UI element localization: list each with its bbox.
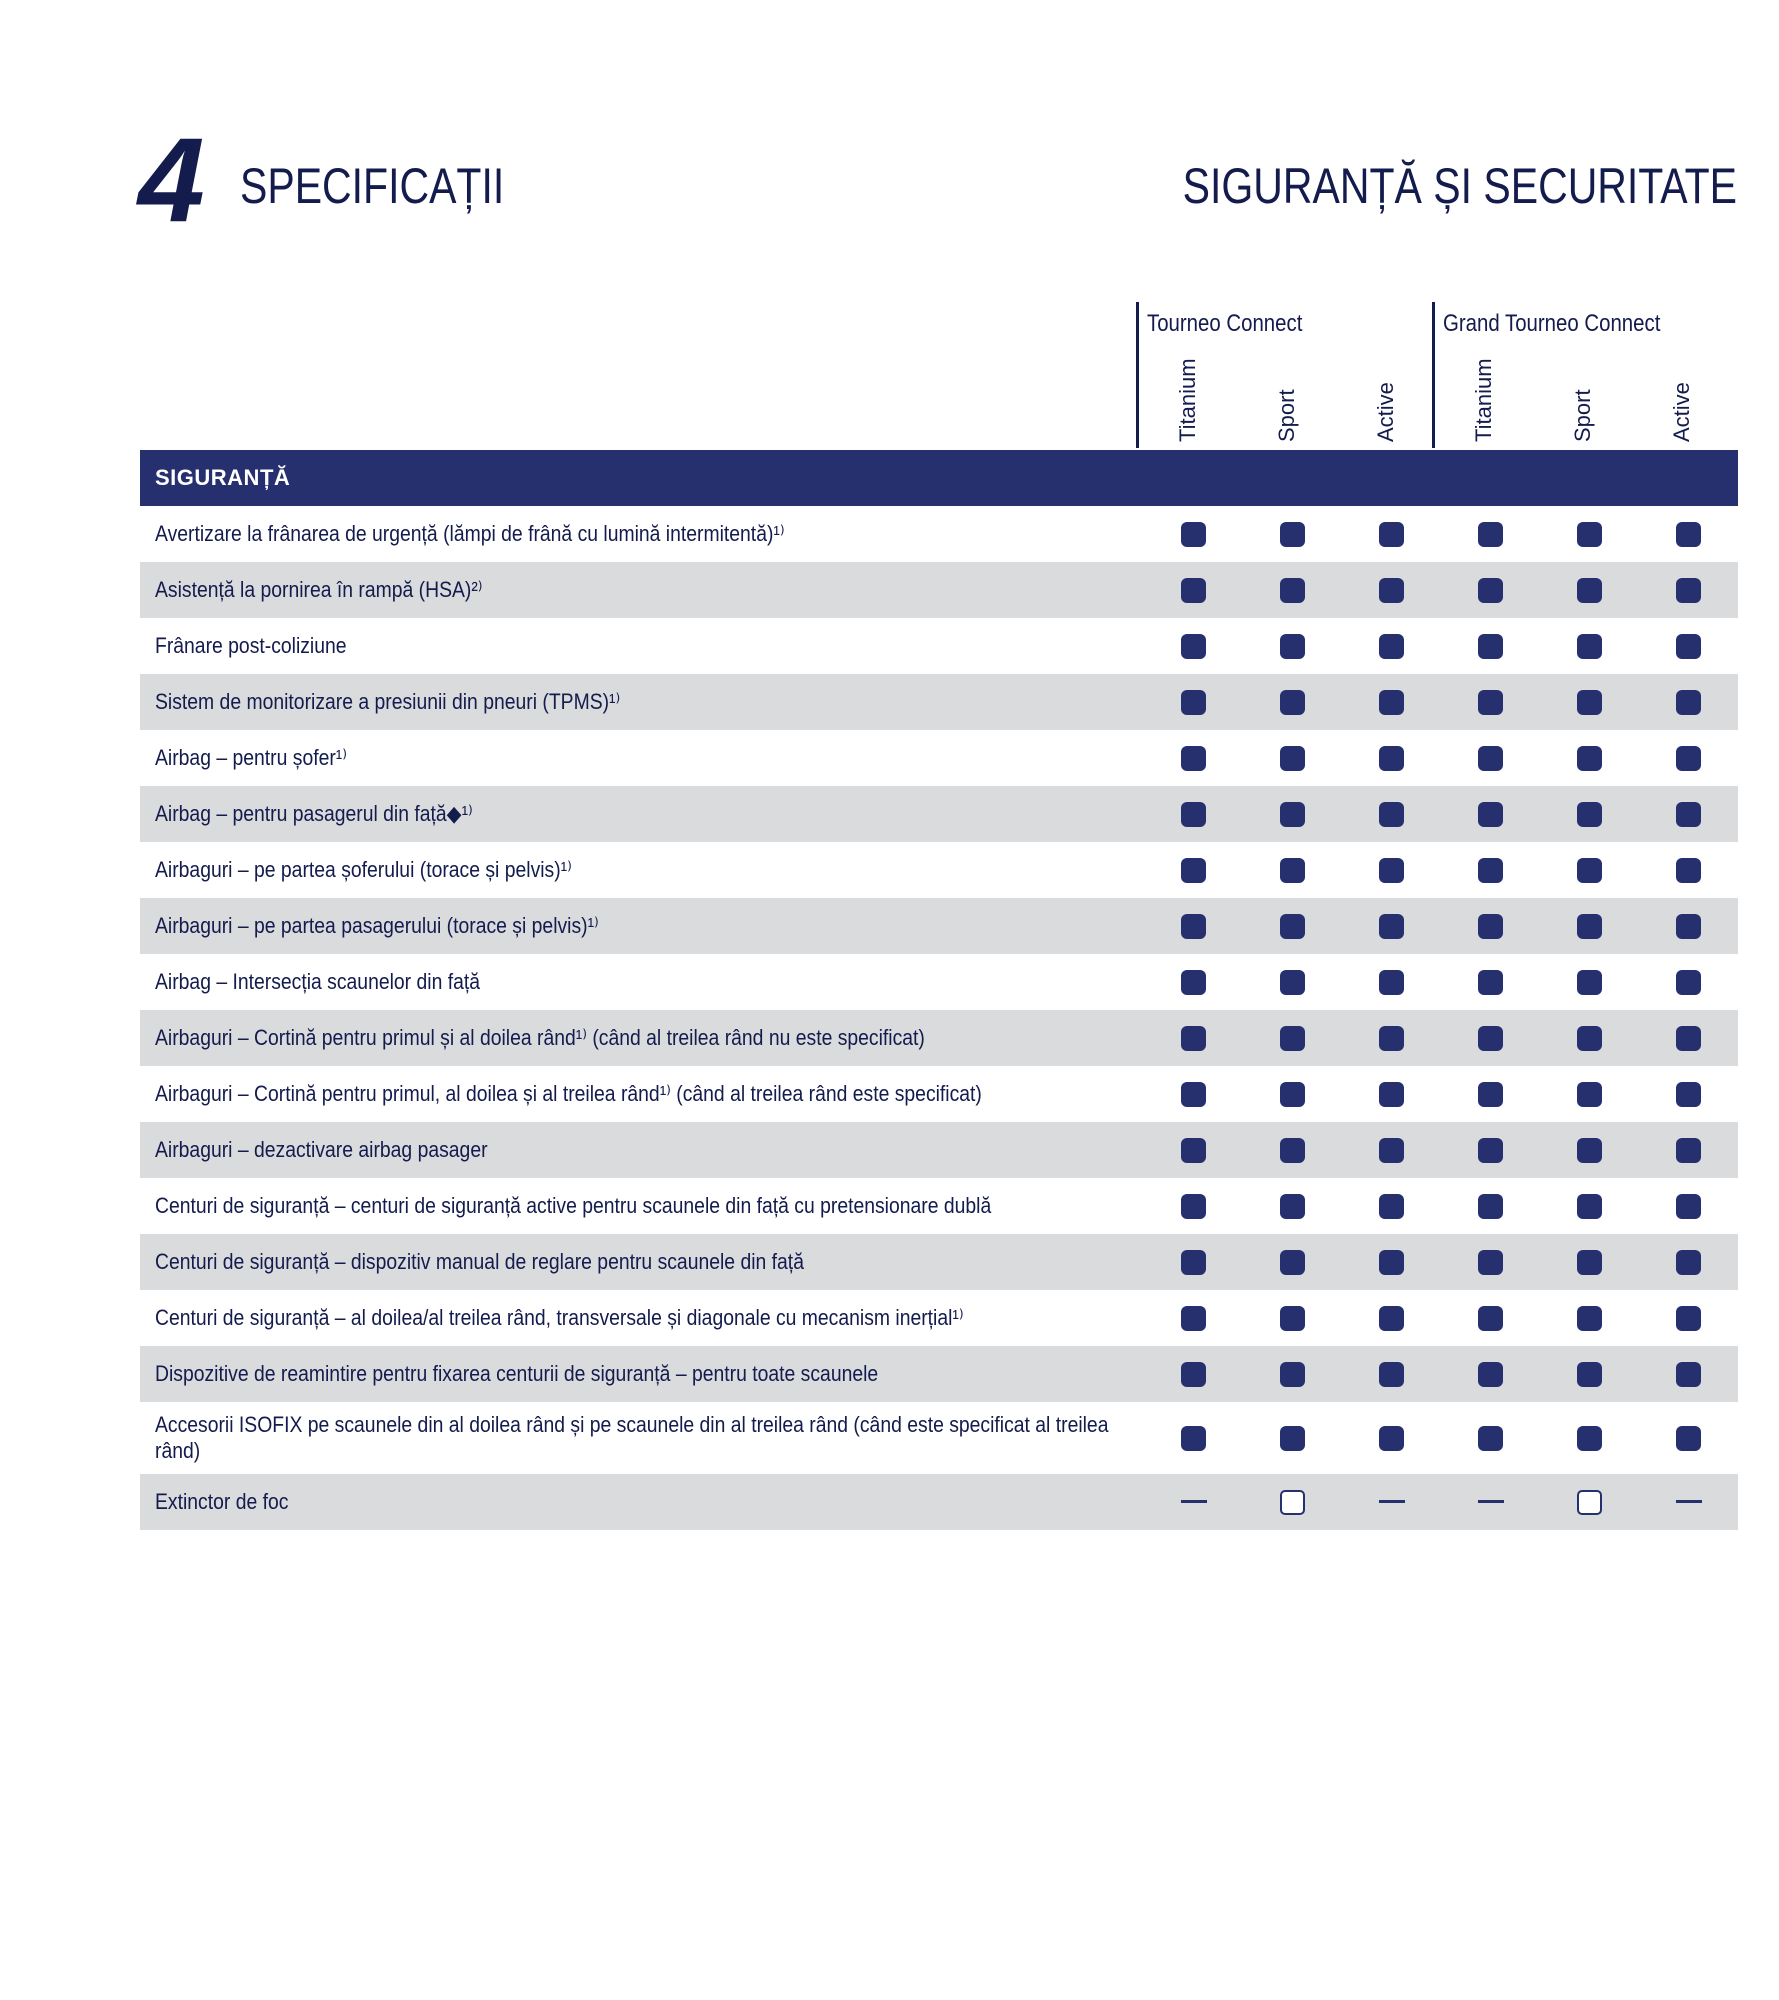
availability-cell xyxy=(1639,1402,1738,1474)
availability-cell xyxy=(1639,1122,1738,1178)
filled-square-icon xyxy=(1577,522,1602,547)
filled-square-icon xyxy=(1676,634,1701,659)
availability-cell xyxy=(1639,786,1738,842)
filled-square-icon xyxy=(1280,858,1305,883)
availability-cell xyxy=(1342,618,1441,674)
filled-square-icon xyxy=(1676,1250,1701,1275)
filled-square-icon xyxy=(1181,690,1206,715)
availability-cell xyxy=(1639,1234,1738,1290)
filled-square-icon xyxy=(1676,1426,1701,1451)
feature-label xyxy=(140,1346,1144,1402)
availability-cell xyxy=(1342,1474,1441,1530)
filled-square-icon xyxy=(1676,1362,1701,1387)
availability-cell xyxy=(1540,730,1639,786)
availability-cell xyxy=(1441,1346,1540,1402)
spec-table xyxy=(140,450,1738,1530)
feature-text: Airbaguri – pe partea pasagerului (torace și pelvis)¹⁾ xyxy=(155,913,599,938)
filled-square-icon xyxy=(1676,522,1701,547)
availability-cell xyxy=(1243,954,1342,1010)
filled-square-icon xyxy=(1379,1426,1404,1451)
table-row xyxy=(140,1290,1738,1346)
feature-label xyxy=(140,842,1144,898)
filled-square-icon xyxy=(1280,522,1305,547)
filled-square-icon xyxy=(1478,1194,1503,1219)
filled-square-icon xyxy=(1478,1362,1503,1387)
filled-square-icon xyxy=(1181,1306,1206,1331)
filled-square-icon xyxy=(1280,1194,1305,1219)
filled-square-icon xyxy=(1676,1082,1701,1107)
availability-cell xyxy=(1540,898,1639,954)
availability-cell xyxy=(1441,1122,1540,1178)
filled-square-icon xyxy=(1181,970,1206,995)
availability-cell xyxy=(1243,674,1342,730)
feature-label xyxy=(140,562,1144,618)
filled-square-icon xyxy=(1676,1138,1701,1163)
availability-cell xyxy=(1540,1402,1639,1474)
filled-square-icon xyxy=(1577,914,1602,939)
filled-square-icon xyxy=(1379,578,1404,603)
filled-square-icon xyxy=(1478,1306,1503,1331)
filled-square-icon xyxy=(1280,802,1305,827)
availability-cell xyxy=(1243,1234,1342,1290)
feature-text: Centuri de siguranță – dispozitiv manual de reglare pentru scaunele din față xyxy=(155,1249,804,1274)
availability-cell xyxy=(1342,954,1441,1010)
availability-cell xyxy=(1639,562,1738,618)
filled-square-icon xyxy=(1379,1082,1404,1107)
outline-square-icon xyxy=(1280,1490,1305,1515)
availability-cell xyxy=(1441,954,1540,1010)
filled-square-icon xyxy=(1577,1362,1602,1387)
filled-square-icon xyxy=(1577,634,1602,659)
availability-cell xyxy=(1540,1010,1639,1066)
filled-square-icon xyxy=(1181,1026,1206,1051)
availability-cell xyxy=(1342,1290,1441,1346)
table-row xyxy=(140,1234,1738,1290)
trim-header-titanium: Titanium xyxy=(1471,358,1496,442)
feature-text: Airbaguri – Cortină pentru primul și al doilea rând¹⁾ (când al treilea rând nu este specificat) xyxy=(155,1025,925,1050)
availability-cell xyxy=(1639,1010,1738,1066)
availability-cell xyxy=(1243,842,1342,898)
feature-text: Extinctor de foc xyxy=(155,1489,289,1514)
table-row xyxy=(140,786,1738,842)
table-row xyxy=(140,674,1738,730)
feature-text: Frânare post-coliziune xyxy=(155,633,347,658)
group-label: Grand Tourneo Connect xyxy=(1443,310,1661,337)
feature-label xyxy=(140,898,1144,954)
chapter-number: 4 xyxy=(138,113,199,247)
feature-text: Asistență la pornirea în rampă (HSA)²⁾ xyxy=(155,577,483,602)
availability-cell xyxy=(1639,1066,1738,1122)
feature-label xyxy=(140,506,1144,562)
dash-icon xyxy=(1379,1500,1405,1503)
filled-square-icon xyxy=(1379,1250,1404,1275)
availability-cell xyxy=(1441,1290,1540,1346)
filled-square-icon xyxy=(1280,690,1305,715)
filled-square-icon xyxy=(1280,634,1305,659)
feature-text: Airbag – pentru șofer¹⁾ xyxy=(155,745,348,770)
feature-label xyxy=(140,1402,1144,1474)
filled-square-icon xyxy=(1478,578,1503,603)
feature-text: Avertizare la frânarea de urgență (lămpi de frână cu lumină intermitentă)¹⁾ xyxy=(155,521,785,546)
filled-square-icon xyxy=(1280,1026,1305,1051)
availability-cell xyxy=(1342,898,1441,954)
feature-label xyxy=(140,1010,1144,1066)
filled-square-icon xyxy=(1676,858,1701,883)
dash-icon xyxy=(1181,1500,1207,1503)
availability-cell xyxy=(1243,898,1342,954)
filled-square-icon xyxy=(1478,1026,1503,1051)
filled-square-icon xyxy=(1280,746,1305,771)
section-band xyxy=(140,450,1738,506)
filled-square-icon xyxy=(1181,802,1206,827)
table-row xyxy=(140,1010,1738,1066)
filled-square-icon xyxy=(1181,1138,1206,1163)
feature-text: Airbaguri – Cortină pentru primul, al doilea și al treilea rând¹⁾ (când al treilea rând este specificat) xyxy=(155,1081,982,1106)
filled-square-icon xyxy=(1577,578,1602,603)
filled-square-icon xyxy=(1577,746,1602,771)
feature-label xyxy=(140,674,1144,730)
filled-square-icon xyxy=(1577,1082,1602,1107)
availability-cell xyxy=(1540,1474,1639,1530)
filled-square-icon xyxy=(1676,970,1701,995)
filled-square-icon xyxy=(1379,690,1404,715)
feature-text: Airbag – Intersecția scaunelor din față xyxy=(155,969,481,994)
filled-square-icon xyxy=(1676,690,1701,715)
availability-cell xyxy=(1441,1066,1540,1122)
trim-header-sport: Sport xyxy=(1570,389,1595,442)
feature-text: Accesorii ISOFIX pe scaunele din al doilea rând și pe scaunele din al treilea rând (când este specificat al treilea rând) xyxy=(155,1412,1109,1463)
availability-cell xyxy=(1342,1178,1441,1234)
feature-text: Airbag – pentru pasagerul din față◆¹⁾ xyxy=(155,801,473,826)
table-row xyxy=(140,898,1738,954)
filled-square-icon xyxy=(1280,1362,1305,1387)
chapter-title: SPECIFICAȚII xyxy=(240,158,505,214)
filled-square-icon xyxy=(1478,1250,1503,1275)
availability-cell xyxy=(1540,618,1639,674)
filled-square-icon xyxy=(1577,1250,1602,1275)
table-row xyxy=(140,618,1738,674)
filled-square-icon xyxy=(1676,578,1701,603)
filled-square-icon xyxy=(1280,1250,1305,1275)
filled-square-icon xyxy=(1577,1426,1602,1451)
availability-cell xyxy=(1441,1402,1540,1474)
availability-cell xyxy=(1342,1234,1441,1290)
table-row xyxy=(140,1346,1738,1402)
availability-cell xyxy=(1441,1010,1540,1066)
availability-cell xyxy=(1540,1122,1639,1178)
availability-cell xyxy=(1243,1346,1342,1402)
filled-square-icon xyxy=(1676,802,1701,827)
filled-square-icon xyxy=(1577,1026,1602,1051)
filled-square-icon xyxy=(1280,578,1305,603)
feature-label xyxy=(140,730,1144,786)
feature-text: Sistem de monitorizare a presiunii din pneuri (TPMS)¹⁾ xyxy=(155,689,621,714)
availability-cell xyxy=(1540,1234,1639,1290)
availability-cell xyxy=(1441,506,1540,562)
feature-label xyxy=(140,786,1144,842)
availability-cell xyxy=(1441,618,1540,674)
trim-header-sport: Sport xyxy=(1274,389,1299,442)
feature-label xyxy=(140,1122,1144,1178)
availability-cell xyxy=(1243,1010,1342,1066)
filled-square-icon xyxy=(1181,858,1206,883)
availability-cell xyxy=(1342,1402,1441,1474)
filled-square-icon xyxy=(1676,1194,1701,1219)
feature-label xyxy=(140,1178,1144,1234)
filled-square-icon xyxy=(1280,1426,1305,1451)
filled-square-icon xyxy=(1478,914,1503,939)
availability-cell xyxy=(1441,1234,1540,1290)
filled-square-icon xyxy=(1478,858,1503,883)
availability-cell xyxy=(1540,1346,1639,1402)
filled-square-icon xyxy=(1379,1194,1404,1219)
filled-square-icon xyxy=(1577,802,1602,827)
feature-label xyxy=(140,1290,1144,1346)
feature-text: Dispozitive de reamintire pentru fixarea centurii de siguranță – pentru toate scaunele xyxy=(155,1361,879,1386)
availability-cell xyxy=(1540,1066,1639,1122)
filled-square-icon xyxy=(1181,522,1206,547)
availability-cell xyxy=(1342,842,1441,898)
trim-header-active: Active xyxy=(1669,382,1694,442)
filled-square-icon xyxy=(1577,1194,1602,1219)
filled-square-icon xyxy=(1478,802,1503,827)
trim-header-titanium: Titanium xyxy=(1175,358,1200,442)
filled-square-icon xyxy=(1577,1138,1602,1163)
filled-square-icon xyxy=(1379,522,1404,547)
feature-label xyxy=(140,1234,1144,1290)
filled-square-icon xyxy=(1676,1306,1701,1331)
availability-cell xyxy=(1243,506,1342,562)
filled-square-icon xyxy=(1181,1194,1206,1219)
table-row xyxy=(140,1474,1738,1530)
availability-cell xyxy=(1540,562,1639,618)
filled-square-icon xyxy=(1379,634,1404,659)
availability-cell xyxy=(1243,562,1342,618)
availability-cell xyxy=(1441,842,1540,898)
availability-cell xyxy=(1639,1474,1738,1530)
availability-cell xyxy=(1243,618,1342,674)
feature-text: Airbaguri – dezactivare airbag pasager xyxy=(155,1137,488,1162)
feature-label xyxy=(140,1474,1144,1530)
table-row xyxy=(140,1178,1738,1234)
availability-cell xyxy=(1639,954,1738,1010)
availability-cell xyxy=(1639,1290,1738,1346)
availability-cell xyxy=(1342,1346,1441,1402)
availability-cell xyxy=(1441,1474,1540,1530)
trim-header-active: Active xyxy=(1373,382,1398,442)
table-row xyxy=(140,1402,1738,1474)
filled-square-icon xyxy=(1577,858,1602,883)
filled-square-icon xyxy=(1379,1138,1404,1163)
availability-cell xyxy=(1441,898,1540,954)
filled-square-icon xyxy=(1676,746,1701,771)
filled-square-icon xyxy=(1478,634,1503,659)
availability-cell xyxy=(1639,842,1738,898)
filled-square-icon xyxy=(1280,970,1305,995)
filled-square-icon xyxy=(1478,1426,1503,1451)
filled-square-icon xyxy=(1181,1362,1206,1387)
availability-cell xyxy=(1342,786,1441,842)
availability-cell xyxy=(1243,1178,1342,1234)
filled-square-icon xyxy=(1181,634,1206,659)
availability-cell xyxy=(1243,786,1342,842)
availability-cell xyxy=(1342,1010,1441,1066)
availability-cell xyxy=(1243,1066,1342,1122)
filled-square-icon xyxy=(1181,746,1206,771)
group-label: Tourneo Connect xyxy=(1147,310,1303,337)
filled-square-icon xyxy=(1478,522,1503,547)
availability-cell xyxy=(1540,1178,1639,1234)
availability-cell xyxy=(1243,1290,1342,1346)
filled-square-icon xyxy=(1478,970,1503,995)
filled-square-icon xyxy=(1280,914,1305,939)
filled-square-icon xyxy=(1379,1362,1404,1387)
feature-label xyxy=(140,954,1144,1010)
availability-cell xyxy=(1342,1122,1441,1178)
feature-text: Centuri de siguranță – al doilea/al treilea rând, transversale și diagonale cu mecanism inerțial¹⁾ xyxy=(155,1305,964,1330)
availability-cell xyxy=(1342,506,1441,562)
filled-square-icon xyxy=(1379,802,1404,827)
page-header xyxy=(138,113,1737,247)
availability-cell xyxy=(1540,1290,1639,1346)
filled-square-icon xyxy=(1478,746,1503,771)
filled-square-icon xyxy=(1577,1306,1602,1331)
filled-square-icon xyxy=(1379,746,1404,771)
availability-cell xyxy=(1639,618,1738,674)
section-title: SIGURANȚĂ ȘI SECURITATE xyxy=(1182,158,1737,214)
filled-square-icon xyxy=(1577,690,1602,715)
filled-square-icon xyxy=(1181,1250,1206,1275)
filled-square-icon xyxy=(1478,690,1503,715)
feature-label xyxy=(140,618,1144,674)
filled-square-icon xyxy=(1676,914,1701,939)
column-headers xyxy=(138,298,1737,448)
availability-cell xyxy=(1639,730,1738,786)
filled-square-icon xyxy=(1478,1082,1503,1107)
filled-square-icon xyxy=(1676,1026,1701,1051)
section-label: SIGURANȚĂ xyxy=(140,450,1738,506)
availability-cell xyxy=(1540,506,1639,562)
outline-square-icon xyxy=(1577,1490,1602,1515)
availability-cell xyxy=(1342,1066,1441,1122)
availability-cell xyxy=(1441,1178,1540,1234)
availability-cell xyxy=(1639,1346,1738,1402)
table-row xyxy=(140,842,1738,898)
filled-square-icon xyxy=(1280,1138,1305,1163)
availability-cell xyxy=(1342,562,1441,618)
filled-square-icon xyxy=(1280,1306,1305,1331)
table-row xyxy=(140,954,1738,1010)
availability-cell xyxy=(1639,1178,1738,1234)
filled-square-icon xyxy=(1577,970,1602,995)
filled-square-icon xyxy=(1379,858,1404,883)
filled-square-icon xyxy=(1379,970,1404,995)
dash-icon xyxy=(1478,1500,1504,1503)
filled-square-icon xyxy=(1181,914,1206,939)
availability-cell xyxy=(1540,954,1639,1010)
table-row xyxy=(140,506,1738,562)
availability-cell xyxy=(1243,1122,1342,1178)
filled-square-icon xyxy=(1379,1026,1404,1051)
availability-cell xyxy=(1639,674,1738,730)
filled-square-icon xyxy=(1379,1306,1404,1331)
availability-cell xyxy=(1441,674,1540,730)
table-row xyxy=(140,562,1738,618)
dash-icon xyxy=(1676,1500,1702,1503)
filled-square-icon xyxy=(1478,1138,1503,1163)
availability-cell xyxy=(1243,730,1342,786)
filled-square-icon xyxy=(1379,914,1404,939)
feature-text: Centuri de siguranță – centuri de siguranță active pentru scaunele din față cu pretensionare dublă xyxy=(155,1193,992,1218)
availability-cell xyxy=(1639,506,1738,562)
feature-text: Airbaguri – pe partea șoferului (torace și pelvis)¹⁾ xyxy=(155,857,572,882)
availability-cell xyxy=(1540,786,1639,842)
table-row xyxy=(140,730,1738,786)
availability-cell xyxy=(1441,562,1540,618)
availability-cell xyxy=(1639,898,1738,954)
availability-cell xyxy=(1441,730,1540,786)
table-row xyxy=(140,1066,1738,1122)
availability-cell xyxy=(1540,842,1639,898)
filled-square-icon xyxy=(1181,578,1206,603)
availability-cell xyxy=(1342,730,1441,786)
filled-square-icon xyxy=(1181,1082,1206,1107)
availability-cell xyxy=(1540,674,1639,730)
availability-cell xyxy=(1243,1402,1342,1474)
feature-label xyxy=(140,1066,1144,1122)
availability-cell xyxy=(1441,786,1540,842)
table-row xyxy=(140,1122,1738,1178)
availability-cell xyxy=(1342,674,1441,730)
availability-cell xyxy=(1243,1474,1342,1530)
filled-square-icon xyxy=(1181,1426,1206,1451)
filled-square-icon xyxy=(1280,1082,1305,1107)
